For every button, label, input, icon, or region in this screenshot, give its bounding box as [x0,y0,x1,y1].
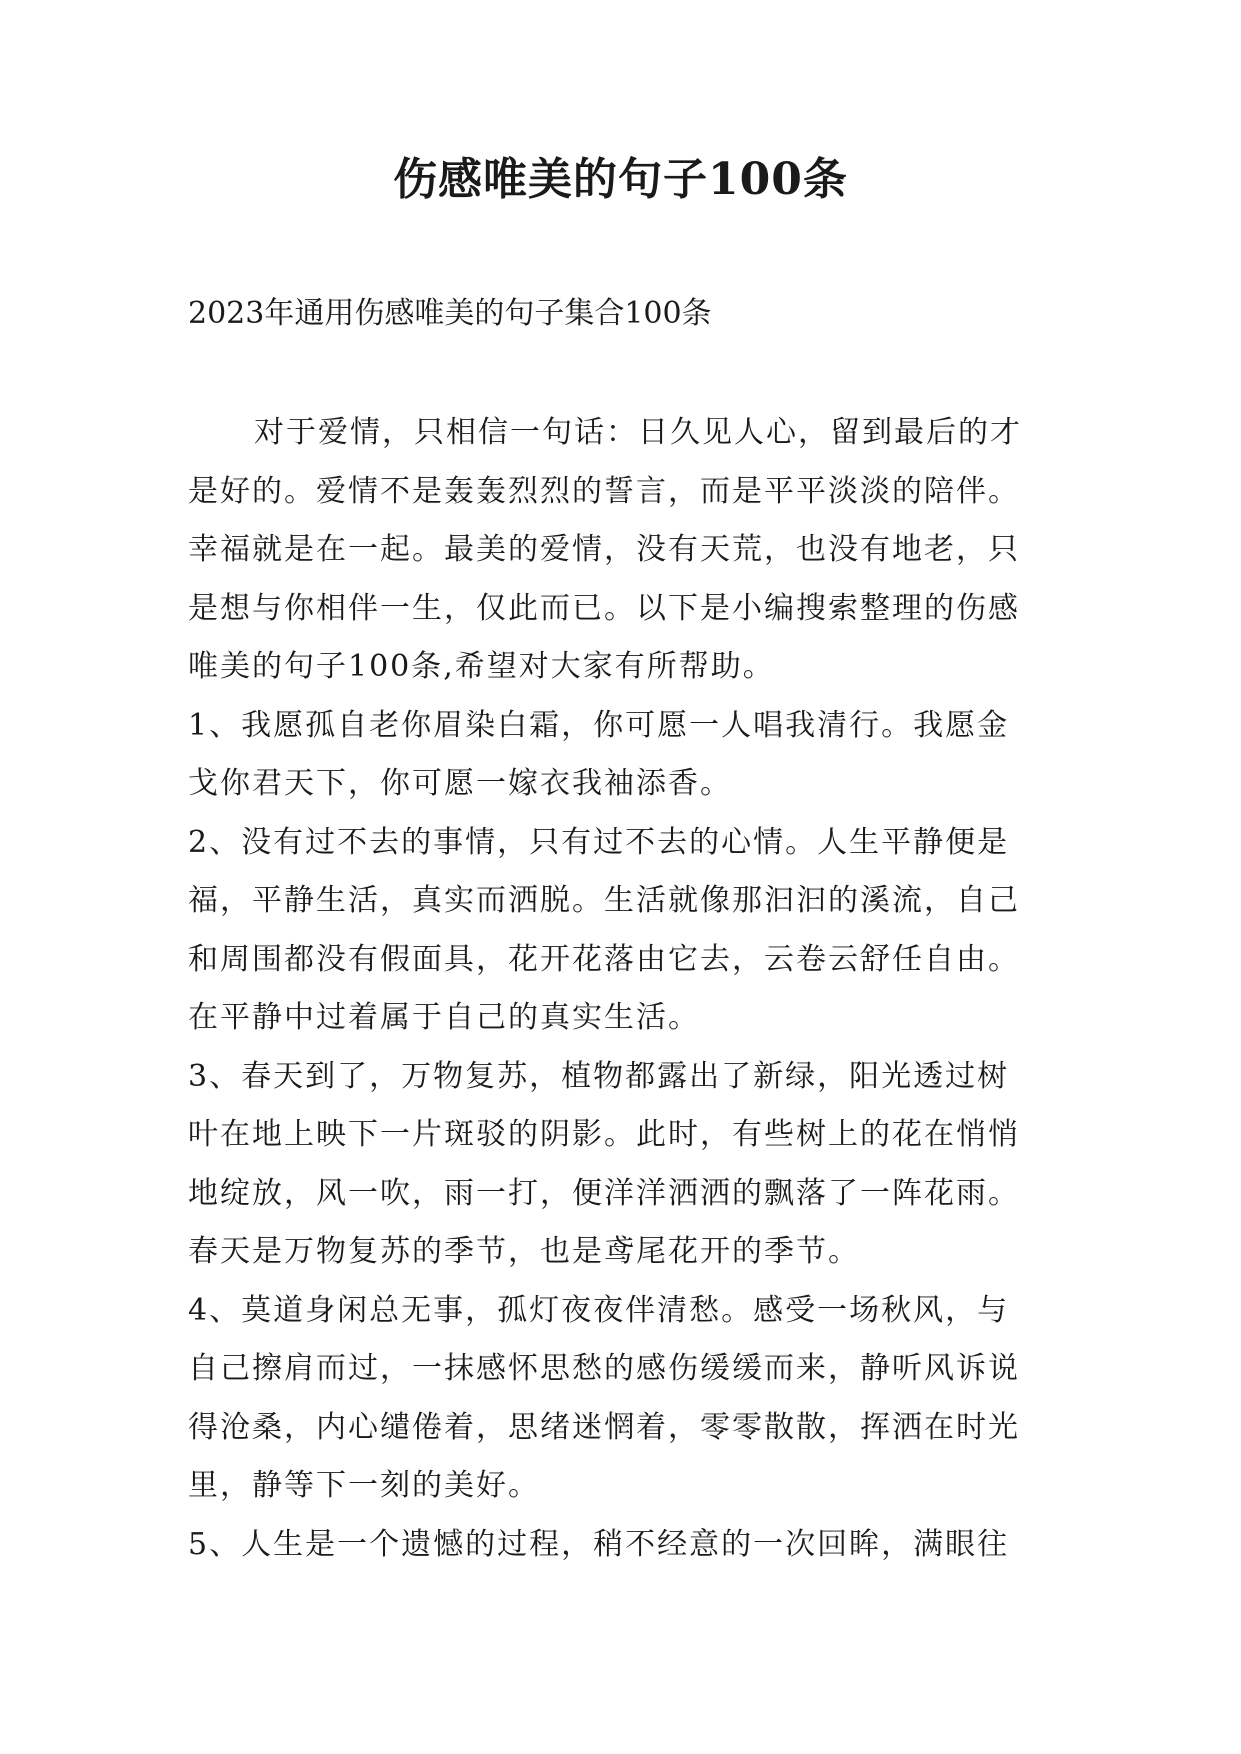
document-subtitle: 2023年通用伤感唯美的句子集合100条 [188,296,712,331]
body-line: 福，平静生活，真实而洒脱。生活就像那汩汩的溪流，自己 [188,883,1020,918]
body-line: 地绽放，风一吹，雨一打，便洋洋洒洒的飘落了一阵花雨。 [188,1175,1020,1211]
body-line: 和周围都没有假面具，花开花落由它去，云卷云舒任自由。 [188,941,1020,977]
body-line: 里，静等下一刻的美好。 [188,1468,540,1503]
body-line: 在平静中过着属于自己的真实生活。 [188,1000,700,1035]
body-line: 叶在地上映下一片斑驳的阴影。此时，有些树上的花在悄悄 [188,1117,1020,1152]
body-line: 4、莫道身闲总无事，孤灯夜夜伴清愁。感受一场秋风，与 [188,1292,1010,1328]
body-line: 自己擦肩而过，一抹感怀思愁的感伤缓缓而来，静听风诉说 [188,1351,1020,1386]
body-line: 得沧桑，内心缱倦着，思绪迷惘着，零零散散，挥洒在时光 [188,1409,1020,1445]
document-title: 伤感唯美的句子100条 [393,154,848,205]
body-line: 2、没有过不去的事情，只有过不去的心情。人生平静便是 [188,824,1010,860]
body-line: 对于爱情，只相信一句话：日久见人心，留到最后的才 [254,415,1022,450]
body-line: 1、我愿孤自老你眉染白霜，你可愿一人唱我清行。我愿金 [188,707,1010,743]
body-line: 戈你君天下，你可愿一嫁衣我袖添香。 [188,766,732,801]
body-line: 是好的。爱情不是轰轰烈烈的誓言，而是平平淡淡的陪伴。 [188,473,1020,509]
document-body [188,404,1068,1574]
body-line: 5、人生是一个遗憾的过程，稍不经意的一次回眸，满眼往 [188,1526,1010,1562]
body-line: 3、春天到了，万物复苏，植物都露出了新绿，阳光透过树 [188,1058,1010,1094]
body-line: 幸福就是在一起。最美的爱情，没有天荒，也没有地老，只 [188,532,1020,567]
body-line: 唯美的句子100条,希望对大家有所帮助。 [188,649,775,684]
body-line: 是想与你相伴一生，仅此而已。以下是小编搜索整理的伤感 [188,590,1020,626]
body-line: 春天是万物复苏的季节，也是鸢尾花开的季节。 [188,1234,860,1269]
